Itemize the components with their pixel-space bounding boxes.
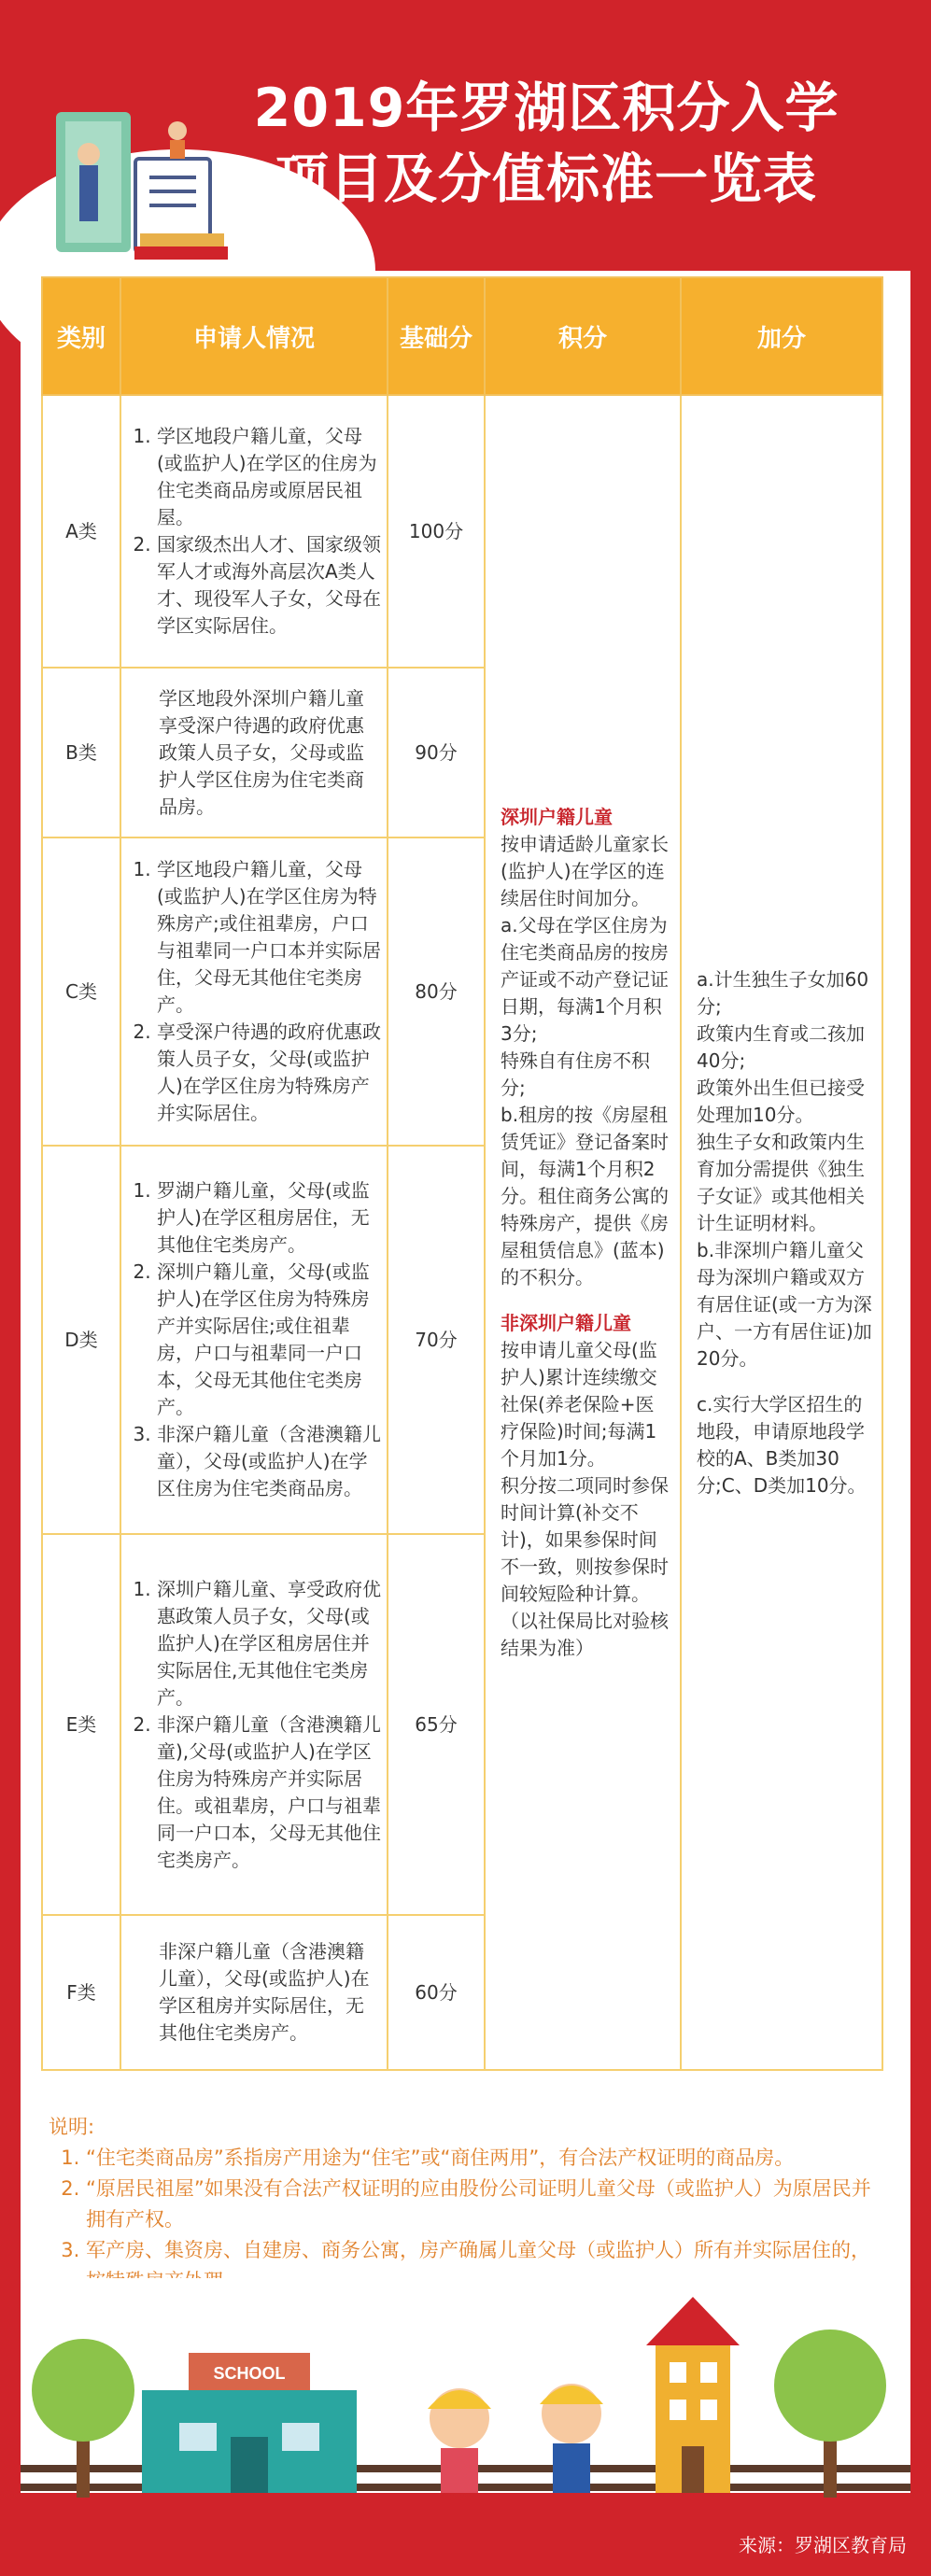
bonus-cell [681,395,882,2070]
score-table [41,276,883,2071]
list-item: 1. 学区地段户籍儿童，父母(或监护人)在学区的住房为住宅类商品房或原居民祖屋。 [157,423,381,531]
header-category: 类别 [42,277,120,395]
list-item: 2. 享受深户待遇的政府优惠政策人员子女，父母(或监护人)在学区住房为特殊房产并实际居住。 [157,1019,381,1127]
points-text: b.租房的按《房屋租赁凭证》登记备案时间，每满1个月积2分。租住商务公寓的特殊房产，提供《房屋租赁信息》(蓝本)的不积分。 [501,1103,669,1288]
list-item: 2. 国家级杰出人才、国家级领军人才或海外高层次A类人才、现役军人子女，父母在学区实际居住。 [157,531,381,640]
bonus-text: c.实行大学区招生的地段，申请原地段学校的A、B类加30分;C、D类加10分。 [697,1392,867,1497]
applicant-cell [120,1534,388,1915]
base-score-cell: 100分 [388,395,485,668]
points-local-heading: 深圳户籍儿童 [501,805,613,828]
base-score-cell: 65分 [388,1534,485,1915]
page-title [205,73,887,215]
header-points: 积分 [485,277,681,395]
applicant-cell [120,1915,388,2070]
base-score-cell: 60分 [388,1915,485,2070]
title-line-1: 2019年罗湖区积分入学 [253,77,839,139]
list-item: 学区地段外深圳户籍儿童享受深户待遇的政府优惠政策人员子女，父母或监护人学区住房为住宅类商品房。 [159,686,364,818]
bonus-text: a.计生独生子女加60分; [697,967,869,1018]
category-cell: F类 [42,1915,120,2070]
bonus-text: 政策外出生但已接受处理加10分。 [697,1076,865,1126]
notes-title: 说明: [49,2116,95,2138]
category-cell: C类 [42,838,120,1146]
points-text: 按申请儿童父母(监护人)累计连续缴交社保(养老保险+医疗保险)时间;每满1个月加1分。 [501,1338,657,1470]
source-credit: 来源：罗湖区教育局 [739,2534,907,2556]
header-bonus: 加分 [681,277,882,395]
list-item: 非深户籍儿童（含港澳籍儿童），父母(或监护人)在学区租房并实际居住，无其他住宅类房产。 [159,1940,370,2044]
list-item: 2. 深圳户籍儿童，父母(或监护人)在学区住房为特殊房产并实际居住;或住祖辈房，户口与祖辈同一户口本，父母无其他住宅类房产。 [157,1259,381,1421]
points-text: 按申请适龄儿童家长(监护人)在学区的连续居住时间加分。 [501,832,669,909]
header-base-score: 基础分 [388,277,485,395]
notes-section [49,2112,880,2297]
bonus-text: b.非深圳户籍儿童父母为深圳户籍或双方有居住证(或一方为深户、一方有居住证)加20分。 [697,1238,872,1370]
category-cell: A类 [42,395,120,668]
books-illustration-icon [37,103,233,271]
points-cell [485,395,681,2070]
list-item: 2. 非深户籍儿童（含港澳籍儿童),父母(或监护人)在学区住房为特殊房产并实际居住。或祖辈房，户口与祖辈同一户口本，父母无其他住宅类房产。 [157,1711,381,1874]
bonus-text: 独生子女和政策内生育加分需提供《独生子女证》或其他相关计生证明材料。 [697,1130,865,1234]
list-item: 1. 深圳户籍儿童、享受政府优惠政策人员子女，父母(或监护人)在学区租房居住并实际居住,无其他住宅类房产。 [157,1576,381,1711]
base-score-cell: 80分 [388,838,485,1146]
note-item: 2. “原居民祖屋”如果没有合法产权证明的应由股份公司证明儿童父母（或监护人）为原居民并拥有产权。 [86,2174,880,2235]
points-text: 积分按二项同时参保时间计算(补交不计)，如果参保时间不一致，则按参保时间较短险种计算。 [501,1473,669,1605]
applicant-cell [120,838,388,1146]
base-score-cell: 90分 [388,668,485,838]
points-text: （以社保局比对验核结果为准） [501,1609,669,1659]
school-sign: SCHOOL [213,2364,286,2383]
points-text: a.父母在学区住房为住宅类商品房的按房产证或不动产登记证日期，每满1个月积3分; [501,913,669,1045]
table-row [42,395,882,668]
title-line-2: 项目及分值标准一览表 [275,148,817,210]
list-item: 1. 学区地段户籍儿童，父母(或监护人)在学区住房为特殊房产;或住祖辈房，户口与祖辈同一户口本并实际居住，父母无其他住宅类房产。 [157,856,381,1019]
applicant-cell [120,1146,388,1534]
applicant-cell [120,668,388,838]
base-score-cell: 70分 [388,1146,485,1534]
table-header-row [42,277,882,395]
points-nonlocal-heading: 非深圳户籍儿童 [501,1311,631,1334]
note-item: 3. 军产房、集资房、自建房、商务公寓，房产确属儿童父母（或监护人）所有并实际居住的， [86,2235,880,2297]
header-applicant: 申请人情况 [120,277,388,395]
note-item: 1. “住宅类商品房”系指房产用途为“住宅”或“商住两用”，有合法产权证明的商品房。 [86,2143,880,2174]
bonus-text: 政策内生育或二孩加40分; [697,1021,865,1072]
school-scene-illustration [21,2278,910,2558]
applicant-cell [120,395,388,668]
points-text: 特殊自有住房不积分; [501,1049,650,1099]
list-item: 3. 非深户籍儿童（含港澳籍儿童），父母(或监护人)在学区住房为住宅类商品房。 [157,1421,381,1502]
list-item: 1. 罗湖户籍儿童，父母(或监护人)在学区租房居住，无其他住宅类房产。 [157,1177,381,1259]
category-cell: E类 [42,1534,120,1915]
category-cell: B类 [42,668,120,838]
category-cell: D类 [42,1146,120,1534]
